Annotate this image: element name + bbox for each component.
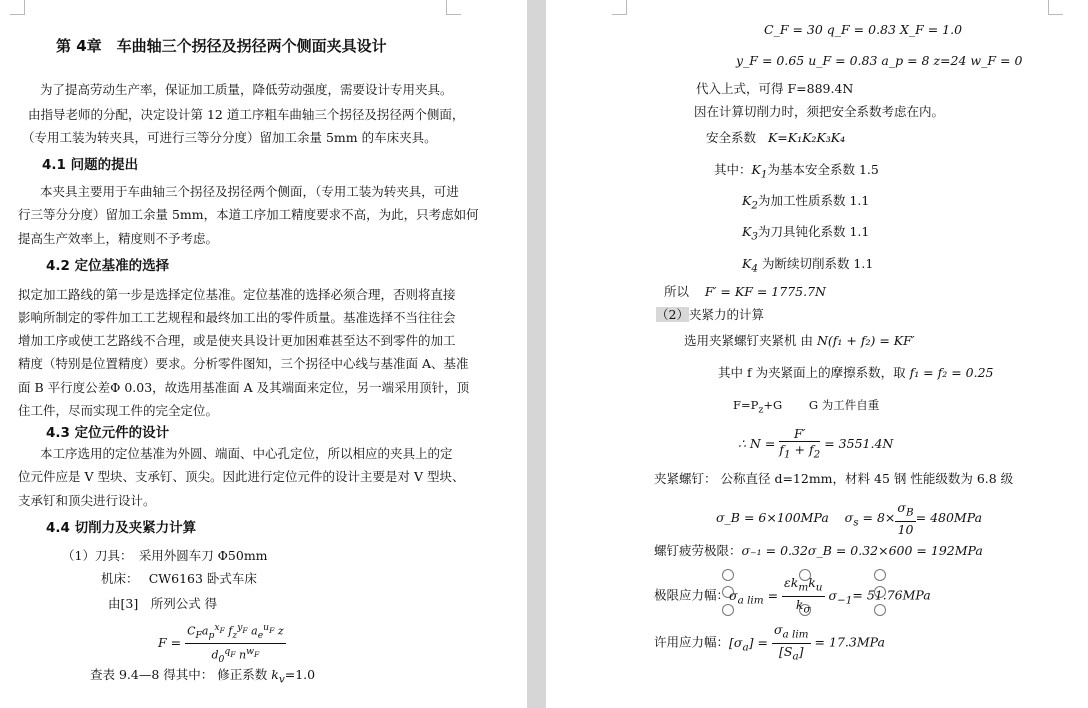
substitute-result: 代入上式，可得 F=889.4N	[696, 81, 854, 96]
paragraph: 为了提高劳动生产率，保证加工质量，降低劳动强度，需要设计专用夹具。	[40, 82, 453, 97]
paragraph: 行三等分分度）留加工余量 5mm，本道工序加工精度要求不高，为此，只考虑如何	[18, 207, 479, 222]
section-heading-4-1: 4.1 问题的提出	[42, 157, 139, 173]
paragraph: 由指导老师的分配，决定设计第 12 道工序粗车曲轴三个拐径及拐径两个侧面，	[28, 107, 465, 122]
chapter-title: 第 4章 车曲轴三个拐径及拐径两个侧面夹具设计	[56, 37, 387, 55]
k2-line: $K_2$为加工性质系数 1.1	[742, 193, 870, 212]
section-heading-4-2: 4.2 定位基准的选择	[46, 258, 170, 274]
fpg-line: $F=P_z+G$ G 为工件自重	[733, 398, 880, 416]
k3-line: $K_3$为刀具钝化系数 1.1	[742, 224, 870, 243]
cutting-force-formula: F = $\frac{C_Fa_p^{x_F} f_z^{y_F} a_e^{u_F} z}{d_0^{q_F} n^{w_F}}$	[158, 622, 284, 665]
f-prime-line: 所以 F′ = KF = 1775.7N	[664, 284, 826, 299]
table-lookup-line: 查表 9.4—8 得其中： 修正系数 $k_v=1.0$	[90, 667, 316, 686]
formula-source: 由[3] 所列公式 得	[108, 596, 218, 611]
paragraph: （专用工装为转夹具，可进行三等分分度）留加工余量 5mm 的车床夹具。	[22, 130, 437, 145]
n-formula: ∴ N = $\frac{F'}{f_1 + f_2}$ = 3551.4N	[738, 426, 894, 461]
page-gutter	[527, 0, 546, 708]
coefficients-line-2: y_F = 0.65 u_F = 0.83 a_p = 8 z=24 w_F = 0	[736, 53, 1023, 68]
document-page-left	[0, 0, 527, 708]
section-heading-4-3: 4.3 定位元件的设计	[46, 425, 170, 441]
tool-line: （1）刀具： 采用外圆车刀 Φ50mm	[62, 548, 268, 563]
paragraph: 影响所制定的零件加工工艺规程和最终加工出的零件质量。基准选择不当往往会	[18, 310, 456, 325]
paragraph: 住工件，尽而实现工件的完全定位。	[18, 403, 219, 418]
crop-mark	[446, 0, 461, 15]
clamp-choose-line: 选用夹紧螺钉夹紧机 由 N(f₁ + f₂) = KF′	[684, 333, 915, 348]
paragraph: 精度（特别是位置精度）要求。分析零件图知，三个拐径中心线与基准面 A、基准	[18, 356, 469, 371]
friction-line: 其中 f 为夹紧面上的摩擦系数，取 f₁ = f₂ = 0.25	[718, 365, 994, 380]
paragraph: 增加工序或使工艺路线不合理，或是使夹具设计更加困难甚至达不到零件的加工	[18, 333, 456, 348]
paragraph: 本工序选用的定位基准为外圆、端面、中心孔定位，所以相应的夹具上的定	[40, 446, 453, 461]
safety-note: 因在计算切削力时，须把安全系数考虑在内。	[694, 104, 945, 119]
crop-mark	[612, 0, 627, 15]
paragraph: 拟定加工路线的第一步是选择定位基准。定位基准的选择必须合理，否则将直接	[18, 287, 456, 302]
coefficients-line-1: C_F = 30 q_F = 0.83 X_F = 1.0	[764, 22, 963, 37]
k1-line: 其中：$K_1$为基本安全系数 1.5	[714, 162, 879, 181]
paragraph: 提高生产效率上，精度则不予考虑。	[18, 231, 219, 246]
allow-stress-line: 许用应力幅：$[\sigma_a]$ = $\frac{\sigma_{a lim}}{[S_a]}$ = 17.3MPa	[654, 622, 885, 662]
machine-line: 机床： CW6163 卧式车床	[101, 571, 257, 586]
paragraph: 支承钉和顶尖进行设计。	[18, 493, 156, 508]
paragraph: 位元件应是 V 型块、支承钉、顶尖。因此进行定位元件的设计主要是对 V 型块、	[18, 469, 465, 484]
crop-mark	[1048, 0, 1063, 15]
k4-line: $K_4$ 为断续切削系数 1.1	[742, 256, 874, 275]
crop-mark	[10, 0, 25, 15]
limit-stress-line[interactable]: 极限应力幅：$\sigma_{a lim}$ = $\frac{\varepsilon k_mk_u}{k_\sigma}$ $\sigma_{-1}= 51.76MPa$	[654, 575, 931, 615]
sigma-formulas: σ_B = 6×100MPa $\sigma_s = 8\times$ $\frac{\sigma_B}{10}$ = 480MPa	[716, 500, 983, 537]
section-heading-4-4: 4.4 切削力及夹紧力计算	[46, 520, 197, 536]
bolt-spec-line: 夹紧螺钉： 公称直径 d=12mm，材料 45 钢 性能级数为 6.8 级	[654, 471, 1014, 486]
safety-factor-line: 安全系数 K=K₁K₂K₃K₄	[706, 130, 846, 145]
document-page-right	[546, 0, 1088, 708]
paragraph: 面 B 平行度公差Φ 0.03，故选用基准面 A 及其端面来定位，另一端采用顶针，顶	[18, 380, 470, 395]
paragraph: 本夹具主要用于车曲轴三个拐径及拐径两个侧面，（专用工装为转夹具，可进	[40, 184, 459, 199]
clamp-force-heading: （2）夹紧力的计算	[656, 307, 764, 322]
fatigue-line: 螺钉疲劳极限：σ₋₁ = 0.32σ_B = 0.32×600 = 192MPa	[654, 543, 983, 558]
